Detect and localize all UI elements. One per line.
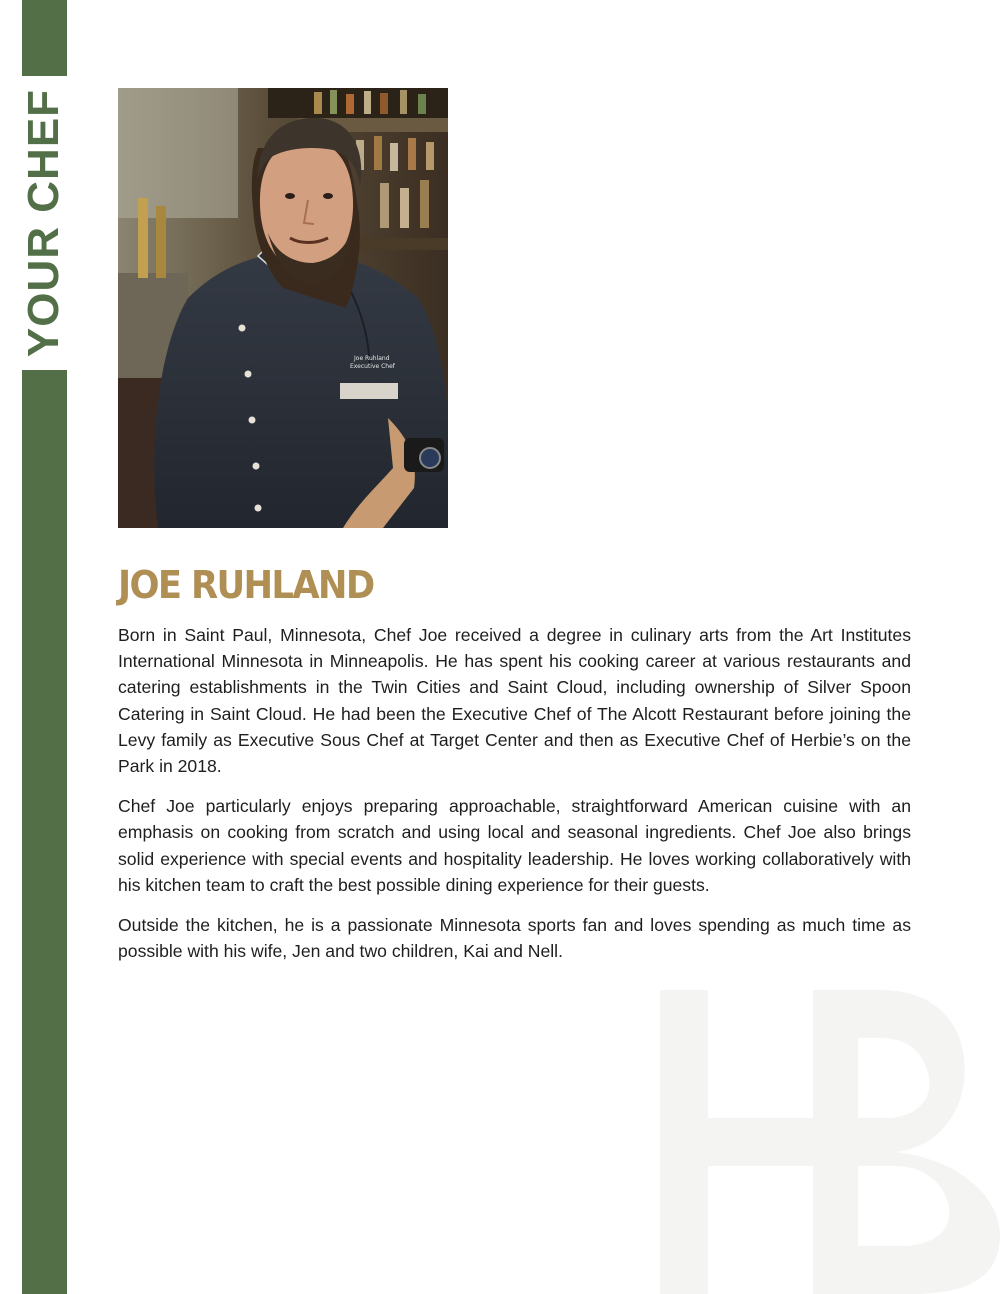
chef-bio bbox=[118, 622, 911, 978]
hb-watermark-logo bbox=[655, 990, 1000, 1294]
bio-paragraph-3: Outside the kitchen, he is a passionate Minnesota sports fan and loves spending as much time as possible with his wife, Jen and two children, Kai and Nell. bbox=[118, 915, 911, 962]
chef-photo bbox=[118, 88, 448, 528]
name-tag-line2: Executive Chef bbox=[350, 363, 395, 370]
chef-name-heading: JOE RUHLAND bbox=[118, 563, 374, 607]
bio-paragraph-1: Born in Saint Paul, Minnesota, Chef Joe received a degree in culinary arts from the Art Institutes International Minnesota in Minneapolis. He has spent his cooking career at various restaurants and catering establishments in the Twin Cities and Saint Cloud, including ownership of Silver Spoon Catering in Saint Cloud. He had been the Executive Chef of The Alcott Restaurant before joining the Levy family as Executive Sous Chef at Target Center and then as Executive Chef of Herbie’s on the Park in 2018. bbox=[118, 625, 911, 777]
name-tag-line1: Joe Ruhland bbox=[354, 355, 390, 362]
bio-paragraph-2: Chef Joe particularly enjoys preparing approachable, straightforward American cuisine with an emphasis on cooking from scratch and using local and seasonal ingredients. Chef Joe also brings solid experience with special events and hospitality leadership. He loves working collaboratively with his kitchen team to craft the best possible dining experience for their guests. bbox=[118, 796, 911, 895]
section-label: YOUR CHEF bbox=[19, 88, 68, 358]
